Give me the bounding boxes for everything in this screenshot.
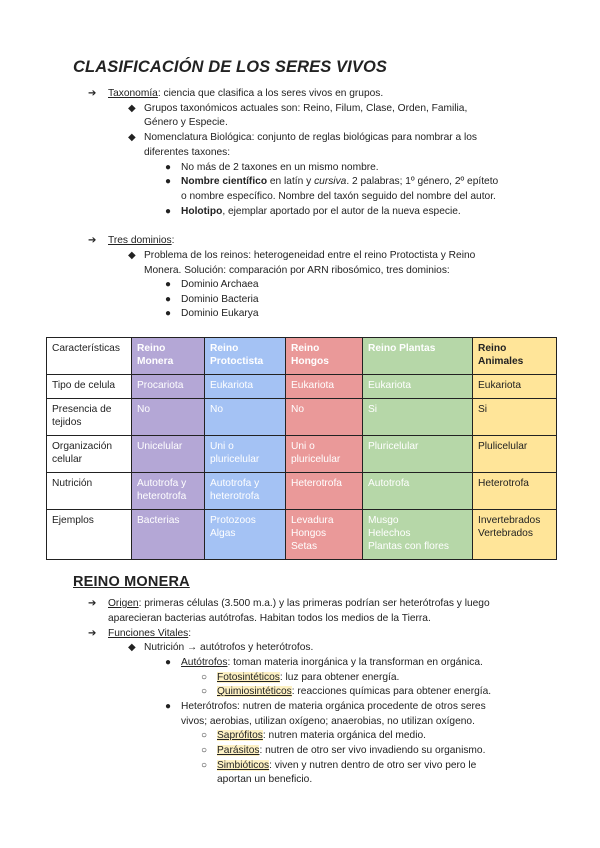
- origen-line-2: aparecieran bacterias autótrofas. Habitan todos los medios de la Tierra.: [108, 613, 431, 624]
- table-row: [47, 375, 557, 399]
- table-cell: Si: [473, 399, 557, 436]
- circle-bullet-icon: ○: [201, 672, 208, 683]
- dot-bullet-icon: ●: [165, 294, 172, 305]
- rule-2-line-2: o nombre específico. Nombre del taxón seguido del nombre del autor.: [181, 191, 496, 202]
- dominio-item: Dominio Archaea: [181, 279, 259, 290]
- table-cell: Uni o pluricelular: [286, 436, 363, 473]
- circle-bullet-icon: ○: [201, 730, 208, 741]
- problema-line-2: Monera. Solución: comparación por ARN ribosómico, tres dominios:: [144, 265, 450, 276]
- table-cell: Pluricelular: [363, 436, 473, 473]
- quimiosinteticos-line: Quimiosintéticos: reacciones químicas para obtener energía.: [217, 686, 492, 697]
- table-header-cell: Reino Animales: [473, 338, 557, 375]
- table-cell: Invertebrados Vertebrados: [473, 510, 557, 560]
- page-title: CLASIFICACIÓN DE LOS SERES VIVOS: [73, 58, 387, 76]
- dot-bullet-icon: ●: [165, 701, 172, 712]
- table-header-cell: Reino Plantas: [363, 338, 473, 375]
- dot-bullet-icon: ●: [165, 206, 172, 217]
- arrow-bullet-icon: ➔: [88, 628, 97, 639]
- rule-2: Nombre científico en latín y cursiva. 2 palabras; 1º género, 2º epíteto: [181, 176, 499, 187]
- table-header-cell: Reino Monera: [132, 338, 205, 375]
- nutricion-line: Nutrición → autótrofos y heterótrofos.: [144, 642, 314, 653]
- table-cell: Heterotrofa: [286, 473, 363, 510]
- kingdoms-table: [46, 337, 557, 560]
- table-cell: Heterotrofa: [473, 473, 557, 510]
- diamond-bullet-icon: ◆: [128, 103, 136, 114]
- table-cell: Tipo de celula: [47, 375, 132, 399]
- table-cell: Musgo Helechos Plantas con flores: [363, 510, 473, 560]
- circle-bullet-icon: ○: [201, 745, 208, 756]
- circle-bullet-icon: ○: [201, 760, 208, 771]
- dominios-line: Tres dominios:: [108, 235, 175, 246]
- table-cell: Procariota: [132, 375, 205, 399]
- table-header-cell: Reino Protoctista: [205, 338, 286, 375]
- grupos-line-2: Género y Especie.: [144, 117, 228, 128]
- table-cell: No: [286, 399, 363, 436]
- table-row: [47, 436, 557, 473]
- parasitos-line: Parásitos: nutren de otro ser vivo invadiendo su organismo.: [217, 745, 486, 756]
- dot-bullet-icon: ●: [165, 279, 172, 290]
- nomenclatura-line-2: diferentes taxones:: [144, 147, 231, 158]
- dominio-item: Dominio Bacteria: [181, 294, 259, 305]
- grupos-line-1: Grupos taxonómicos actuales son: Reino, Filum, Clase, Orden, Familia,: [144, 103, 468, 114]
- table-row: [47, 473, 557, 510]
- dot-bullet-icon: ●: [165, 657, 172, 668]
- rule-3: Holotipo, ejemplar aportado por el autor de la nueva especie.: [181, 206, 461, 217]
- rule-1: No más de 2 taxones en un mismo nombre.: [181, 162, 379, 173]
- table-cell: Eukariota: [473, 375, 557, 399]
- arrow-bullet-icon: ➔: [88, 235, 97, 246]
- saprofitos-line: Saprófitos: nutren materia orgánica del medio.: [217, 730, 426, 741]
- dot-bullet-icon: ●: [165, 176, 172, 187]
- taxonomia-line: Taxonomía: ciencia que clasifica a los seres vivos en grupos.: [108, 88, 384, 99]
- table-cell: Protozoos Algas: [205, 510, 286, 560]
- simbioticos-line: Simbióticos: viven y nutren dentro de otro ser vivo pero le: [217, 760, 477, 771]
- table-cell: Presencia de tejidos: [47, 399, 132, 436]
- table-row: [47, 510, 557, 560]
- origen-line-1: Origen: primeras células (3.500 m.a.) y las primeras podrían ser heterótrofas y luego: [108, 598, 490, 609]
- dominio-item: Dominio Eukarya: [181, 308, 259, 319]
- table-cell: Plulicelular: [473, 436, 557, 473]
- funciones-line: Funciones Vitales:: [108, 628, 192, 639]
- table-cell: Organización celular: [47, 436, 132, 473]
- heterotrofos-line-1: Heterótrofos: nutren de materia orgánica procedente de otros seres: [181, 701, 486, 712]
- table-header-cell: Características: [47, 338, 132, 375]
- heterotrofos-line-2: vivos; aerobias, utilizan oxígeno; anaerobias, no utilizan oxígeno.: [181, 716, 475, 727]
- table-cell: Eukariota: [286, 375, 363, 399]
- table-cell: Si: [363, 399, 473, 436]
- diamond-bullet-icon: ◆: [128, 250, 136, 261]
- diamond-bullet-icon: ◆: [128, 642, 136, 653]
- nomenclatura-line-1: Nomenclatura Biológica: conjunto de reglas biológicas para nombrar a los: [144, 132, 477, 143]
- diamond-bullet-icon: ◆: [128, 132, 136, 143]
- table-cell: Autotrofa y heterotrofa: [205, 473, 286, 510]
- dot-bullet-icon: ●: [165, 162, 172, 173]
- circle-bullet-icon: ○: [201, 686, 208, 697]
- dot-bullet-icon: ●: [165, 308, 172, 319]
- table-cell: Eukariota: [363, 375, 473, 399]
- table-cell: Eukariota: [205, 375, 286, 399]
- fotosinteticos-line: Fotosintéticos: luz para obtener energía.: [217, 672, 400, 683]
- table-row: [47, 399, 557, 436]
- table-cell: Ejemplos: [47, 510, 132, 560]
- table-cell: Uni o pluricelular: [205, 436, 286, 473]
- autotrofos-line: Autótrofos: toman materia inorgánica y la transforman en orgánica.: [181, 657, 483, 668]
- table-cell: No: [205, 399, 286, 436]
- table-cell: Unicelular: [132, 436, 205, 473]
- section-title-monera: REINO MONERA: [73, 574, 190, 590]
- arrow-bullet-icon: ➔: [88, 88, 97, 99]
- table-cell: Nutrición: [47, 473, 132, 510]
- table-cell: Autotrofa y heterotrofa: [132, 473, 205, 510]
- table-header-row: [47, 338, 557, 375]
- table-cell: No: [132, 399, 205, 436]
- table-header-cell: Reino Hongos: [286, 338, 363, 375]
- table-cell: Levadura Hongos Setas: [286, 510, 363, 560]
- arrow-bullet-icon: ➔: [88, 598, 97, 609]
- problema-line-1: Problema de los reinos: heterogeneidad entre el reino Protoctista y Reino: [144, 250, 476, 261]
- table-cell: Autotrofa: [363, 473, 473, 510]
- table-cell: Bacterias: [132, 510, 205, 560]
- simbioticos-line-2: aportan un beneficio.: [217, 774, 313, 785]
